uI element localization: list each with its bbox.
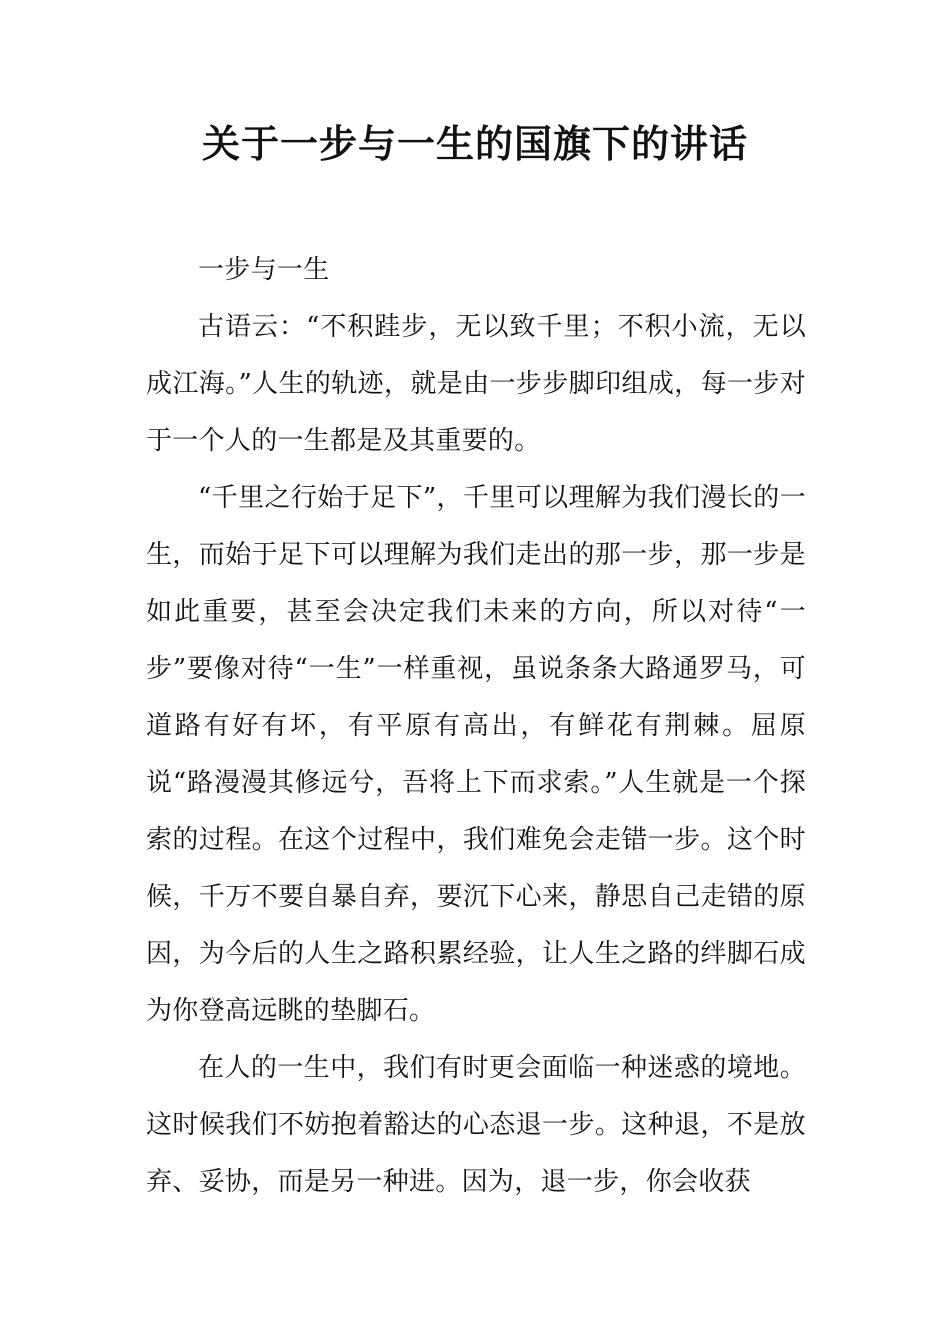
body-paragraph: “千里之行始于足下”，千里可以理解为我们漫长的一生，而始于足下可以理解为我们走出的那一步，那一步是如此重要，甚至会决定我们未来的方向，所以对待“一步”要像对待“一生”一样重视，虽说条条大路通罗马，可道路有好有坏，有平原有高出，有鲜花有荆棘。屈原说“路漫漫其修远兮，吾将上下而求索。”人生就是一个探索的过程。在这个过程中，我们难免会走错一步。这个时候，千万不要自暴自弃，要沉下心来，静思自己走错的原因，为今后的人生之路积累经验，让人生之路的绊脚石成为你登高远眺的垫脚石。 bbox=[146, 483, 806, 1026]
body-paragraph: 古语云：“不积跬步，无以致千里；不积小流，无以成江海。”人生的轨迹，就是由一步步脚印组成，每一步对于一个人的一生都是及其重要的。 bbox=[146, 312, 806, 456]
body-paragraph: 在人的一生中，我们有时更会面临一种迷惑的境地。这时候我们不妨抱着豁达的心态退一步。这种退，不是放弃、妥协，而是另一种进。因为，退一步，你会收获 bbox=[146, 1053, 806, 1197]
subtitle-paragraph: 一步与一生 bbox=[198, 255, 330, 285]
document-title: 关于一步与一生的国旗下的讲话 bbox=[201, 122, 748, 166]
document-body bbox=[146, 242, 806, 1211]
